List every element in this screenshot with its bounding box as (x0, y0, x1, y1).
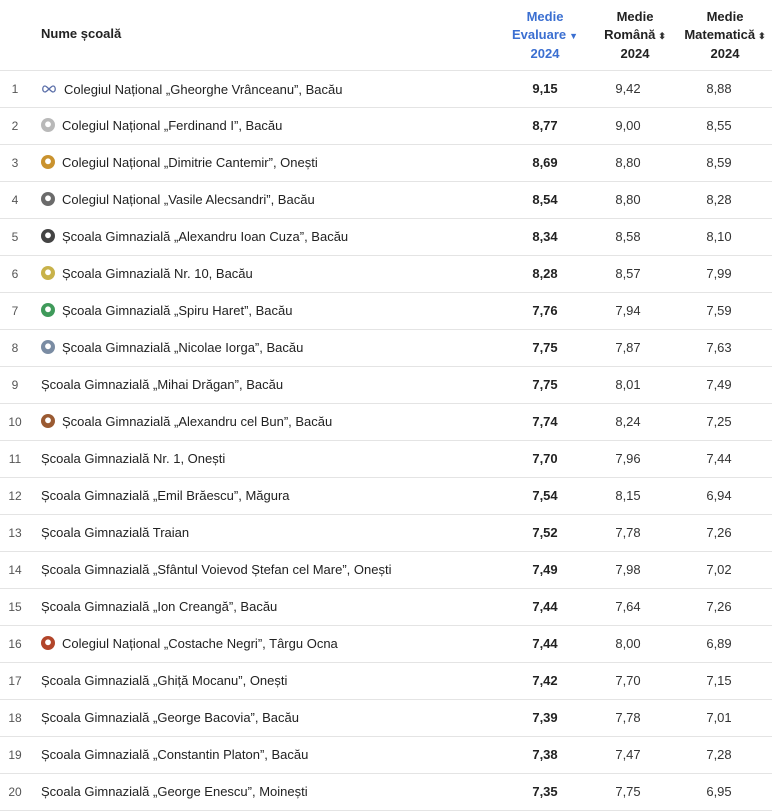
medie-matematica-value: 7,01 (706, 710, 732, 725)
table-row[interactable] (0, 404, 772, 441)
medie-evaluare-value: 7,52 (532, 525, 558, 540)
school-wreath-icon (41, 266, 55, 280)
table-row[interactable] (0, 626, 772, 663)
header-line: Română ⬍ (595, 26, 675, 45)
medie-evaluare-value: 8,69 (532, 155, 558, 170)
header-school-name: Nume școală (41, 26, 122, 41)
medie-evaluare-value: 7,39 (532, 710, 558, 725)
school-crest-icon (41, 636, 55, 650)
medie-evaluare-value: 7,49 (532, 562, 558, 577)
school-name-text: Școala Gimnazială „Nicolae Iorga”, Bacău (62, 340, 304, 355)
medie-evaluare-value: 9,15 (532, 81, 558, 96)
school-name-text: Școala Gimnazială „Constantin Platon”, Bacău (41, 747, 309, 762)
school-name-link[interactable] (41, 488, 290, 503)
school-name-link[interactable] (41, 266, 253, 281)
medie-matematica-value: 7,26 (706, 525, 732, 540)
school-name-text: Școala Gimnazială „George Enescu”, Moinești (41, 784, 308, 799)
medie-matematica-value: 7,59 (706, 303, 732, 318)
school-name-text: Școala Gimnazială „Sfântul Voievod Ștefan cel Mare”, Onești (41, 562, 392, 577)
medie-evaluare-value: 7,35 (532, 784, 558, 799)
medie-romana-value: 8,80 (615, 192, 641, 207)
sort-medie-evaluare-header[interactable] (500, 8, 590, 63)
medie-romana-value: 8,24 (615, 414, 641, 429)
table-row[interactable] (0, 737, 772, 774)
medie-matematica-value: 8,88 (706, 81, 732, 96)
school-name-text: Școala Gimnazială Traian (41, 525, 190, 540)
table-row[interactable] (0, 256, 772, 293)
rank-number: 2 (11, 119, 19, 133)
medie-matematica-value: 7,99 (706, 266, 732, 281)
school-name-link[interactable] (41, 229, 348, 244)
table-header (0, 0, 772, 71)
rank-number: 15 (8, 600, 22, 614)
table-row[interactable] (0, 108, 772, 145)
school-seal-icon (41, 414, 55, 428)
header-line: Medie (616, 9, 654, 24)
school-bust-icon (41, 118, 55, 132)
medie-evaluare-value: 7,70 (532, 451, 558, 466)
table-row[interactable] (0, 367, 772, 404)
table-row[interactable] (0, 71, 772, 108)
rank-number: 13 (8, 526, 22, 540)
medie-romana-value: 8,80 (615, 155, 641, 170)
table-body (0, 71, 772, 811)
rank-number: 4 (11, 193, 19, 207)
school-name-text: Colegiul Național „Dimitrie Cantemir”, Onești (62, 155, 318, 170)
school-portrait-icon (41, 340, 55, 354)
rank-number: 19 (8, 748, 22, 762)
school-name-link[interactable] (41, 599, 277, 614)
medie-evaluare-value: 8,34 (532, 229, 558, 244)
school-name-link[interactable] (41, 414, 332, 429)
table-row[interactable] (0, 663, 772, 700)
rank-number: 1 (11, 82, 19, 96)
school-name-link[interactable] (41, 118, 282, 133)
medie-evaluare-value: 7,38 (532, 747, 558, 762)
medie-evaluare-value: 7,74 (532, 414, 558, 429)
school-name-link[interactable] (41, 303, 293, 318)
rank-number: 16 (8, 637, 22, 651)
school-name-text: Colegiul Național „Gheorghe Vrânceanu”, Bacău (64, 82, 343, 97)
medie-romana-value: 7,87 (615, 340, 641, 355)
table-row[interactable] (0, 774, 772, 811)
medie-matematica-value: 8,59 (706, 155, 732, 170)
sort-icon: ⬍ (658, 31, 666, 41)
school-name-link[interactable] (41, 636, 338, 651)
medie-romana-value: 7,98 (615, 562, 641, 577)
rank-number: 8 (11, 341, 19, 355)
medie-romana-value: 7,96 (615, 451, 641, 466)
table-row[interactable] (0, 219, 772, 256)
school-name-text: Școala Gimnazială „Ghiță Mocanu”, Onești (41, 673, 288, 688)
medie-matematica-value: 7,44 (706, 451, 732, 466)
medie-romana-value: 7,75 (615, 784, 641, 799)
header-line: 2024 (530, 46, 560, 61)
school-name-link[interactable] (41, 673, 287, 688)
medie-matematica-value: 7,49 (706, 377, 732, 392)
school-name-link[interactable] (41, 192, 315, 207)
school-crest-icon (41, 192, 55, 206)
school-name-text: Școala Gimnazială Nr. 10, Bacău (62, 266, 253, 281)
medie-evaluare-value: 7,44 (532, 599, 558, 614)
table-row[interactable] (0, 515, 772, 552)
medie-evaluare-value: 7,76 (532, 303, 558, 318)
table-row[interactable] (0, 552, 772, 589)
school-name-link[interactable] (41, 81, 342, 97)
table-row[interactable] (0, 182, 772, 219)
school-name-text: Școala Gimnazială „Ion Creangă”, Bacău (41, 599, 278, 614)
medie-matematica-value: 7,02 (706, 562, 732, 577)
school-name-link[interactable] (41, 377, 283, 392)
rank-number: 11 (8, 452, 22, 466)
medie-matematica-value: 7,25 (706, 414, 732, 429)
school-name-text: Colegiul Național „Costache Negri”, Târgu Ocna (62, 636, 338, 651)
school-name-text: Școala Gimnazială „Spiru Haret”, Bacău (62, 303, 293, 318)
school-name-text: Școala Gimnazială „George Bacovia”, Bacău (41, 710, 299, 725)
school-name-link[interactable] (41, 525, 189, 540)
table-row[interactable] (0, 478, 772, 515)
school-name-text: Școala Gimnazială Nr. 1, Onești (41, 451, 226, 466)
medie-matematica-value: 7,15 (706, 673, 732, 688)
school-name-link[interactable] (41, 451, 225, 466)
rank-number: 12 (8, 489, 22, 503)
medie-romana-value: 8,00 (615, 636, 641, 651)
medie-evaluare-value: 8,54 (532, 192, 558, 207)
school-name-link[interactable] (41, 747, 308, 762)
medie-matematica-value: 6,95 (706, 784, 732, 799)
medie-romana-value: 8,01 (615, 377, 641, 392)
school-seal-icon (41, 303, 55, 317)
header-line: Matematică ⬍ (678, 26, 772, 45)
rank-number: 3 (11, 156, 19, 170)
rank-number: 17 (8, 674, 22, 688)
medie-romana-value: 7,70 (615, 673, 641, 688)
sort-medie-romana-header[interactable] (595, 8, 675, 63)
medie-romana-value: 7,94 (615, 303, 641, 318)
medie-evaluare-value: 7,42 (532, 673, 558, 688)
medie-matematica-value: 8,55 (706, 118, 732, 133)
school-name-text: Școala Gimnazială „Mihai Drăgan”, Bacău (41, 377, 284, 392)
medie-matematica-value: 8,10 (706, 229, 732, 244)
header-line: 2024 (710, 46, 740, 61)
table-row[interactable] (0, 145, 772, 182)
medie-evaluare-value: 7,75 (532, 340, 558, 355)
school-name-link[interactable] (41, 340, 303, 355)
rank-number: 6 (11, 267, 19, 281)
medie-romana-value: 8,58 (615, 229, 641, 244)
medie-romana-value: 7,78 (615, 525, 641, 540)
header-line: 2024 (620, 46, 650, 61)
school-name-text: Școala Gimnazială „Alexandru cel Bun”, Bacău (62, 414, 333, 429)
medie-matematica-value: 7,63 (706, 340, 732, 355)
sort-icon: ⬍ (758, 31, 766, 41)
school-name-link[interactable] (41, 784, 308, 799)
medie-evaluare-value: 8,77 (532, 118, 558, 133)
school-infinity-icon (41, 81, 57, 89)
rank-number: 9 (11, 378, 19, 392)
rank-number: 10 (8, 415, 22, 429)
medie-romana-value: 9,42 (615, 81, 641, 96)
school-name-text: Colegiul Național „Vasile Alecsandri”, Bacău (62, 192, 315, 207)
header-line: Evaluare ▼ (511, 27, 579, 42)
medie-matematica-value: 7,28 (706, 747, 732, 762)
school-name-link[interactable] (41, 710, 299, 725)
medie-romana-value: 7,47 (615, 747, 641, 762)
school-name-text: Colegiul Național „Ferdinand I”, Bacău (62, 118, 283, 133)
medie-matematica-value: 6,94 (706, 488, 732, 503)
medie-romana-value: 8,15 (615, 488, 641, 503)
table-row[interactable] (0, 700, 772, 737)
rank-number: 20 (8, 785, 22, 799)
medie-romana-value: 7,78 (615, 710, 641, 725)
medie-romana-value: 9,00 (615, 118, 641, 133)
school-crest-icon (41, 155, 55, 169)
medie-matematica-value: 7,26 (706, 599, 732, 614)
school-portrait-icon (41, 229, 55, 243)
medie-evaluare-value: 8,28 (532, 266, 558, 281)
medie-evaluare-value: 7,54 (532, 488, 558, 503)
header-line: Medie (526, 9, 564, 24)
medie-evaluare-value: 7,44 (532, 636, 558, 651)
rank-number: 5 (11, 230, 19, 244)
table-row[interactable] (0, 589, 772, 626)
medie-romana-value: 7,64 (615, 599, 641, 614)
school-name-text: Școala Gimnazială „Emil Brăescu”, Măgura (41, 488, 290, 503)
medie-matematica-value: 6,89 (706, 636, 732, 651)
medie-matematica-value: 8,28 (706, 192, 732, 207)
header-line: Medie (706, 9, 744, 24)
sort-medie-matematica-header[interactable] (678, 8, 772, 63)
school-name-link[interactable] (41, 562, 391, 577)
rank-number: 18 (8, 711, 22, 725)
table-row[interactable] (0, 293, 772, 330)
table-row[interactable] (0, 330, 772, 367)
medie-evaluare-value: 7,75 (532, 377, 558, 392)
table-row[interactable] (0, 441, 772, 478)
rank-number: 7 (11, 304, 19, 318)
school-name-link[interactable] (41, 155, 318, 170)
rank-number: 14 (8, 563, 22, 577)
sort-desc-icon: ▼ (569, 31, 579, 41)
school-name-text: Școala Gimnazială „Alexandru Ioan Cuza”, Bacău (62, 229, 349, 244)
medie-romana-value: 8,57 (615, 266, 641, 281)
